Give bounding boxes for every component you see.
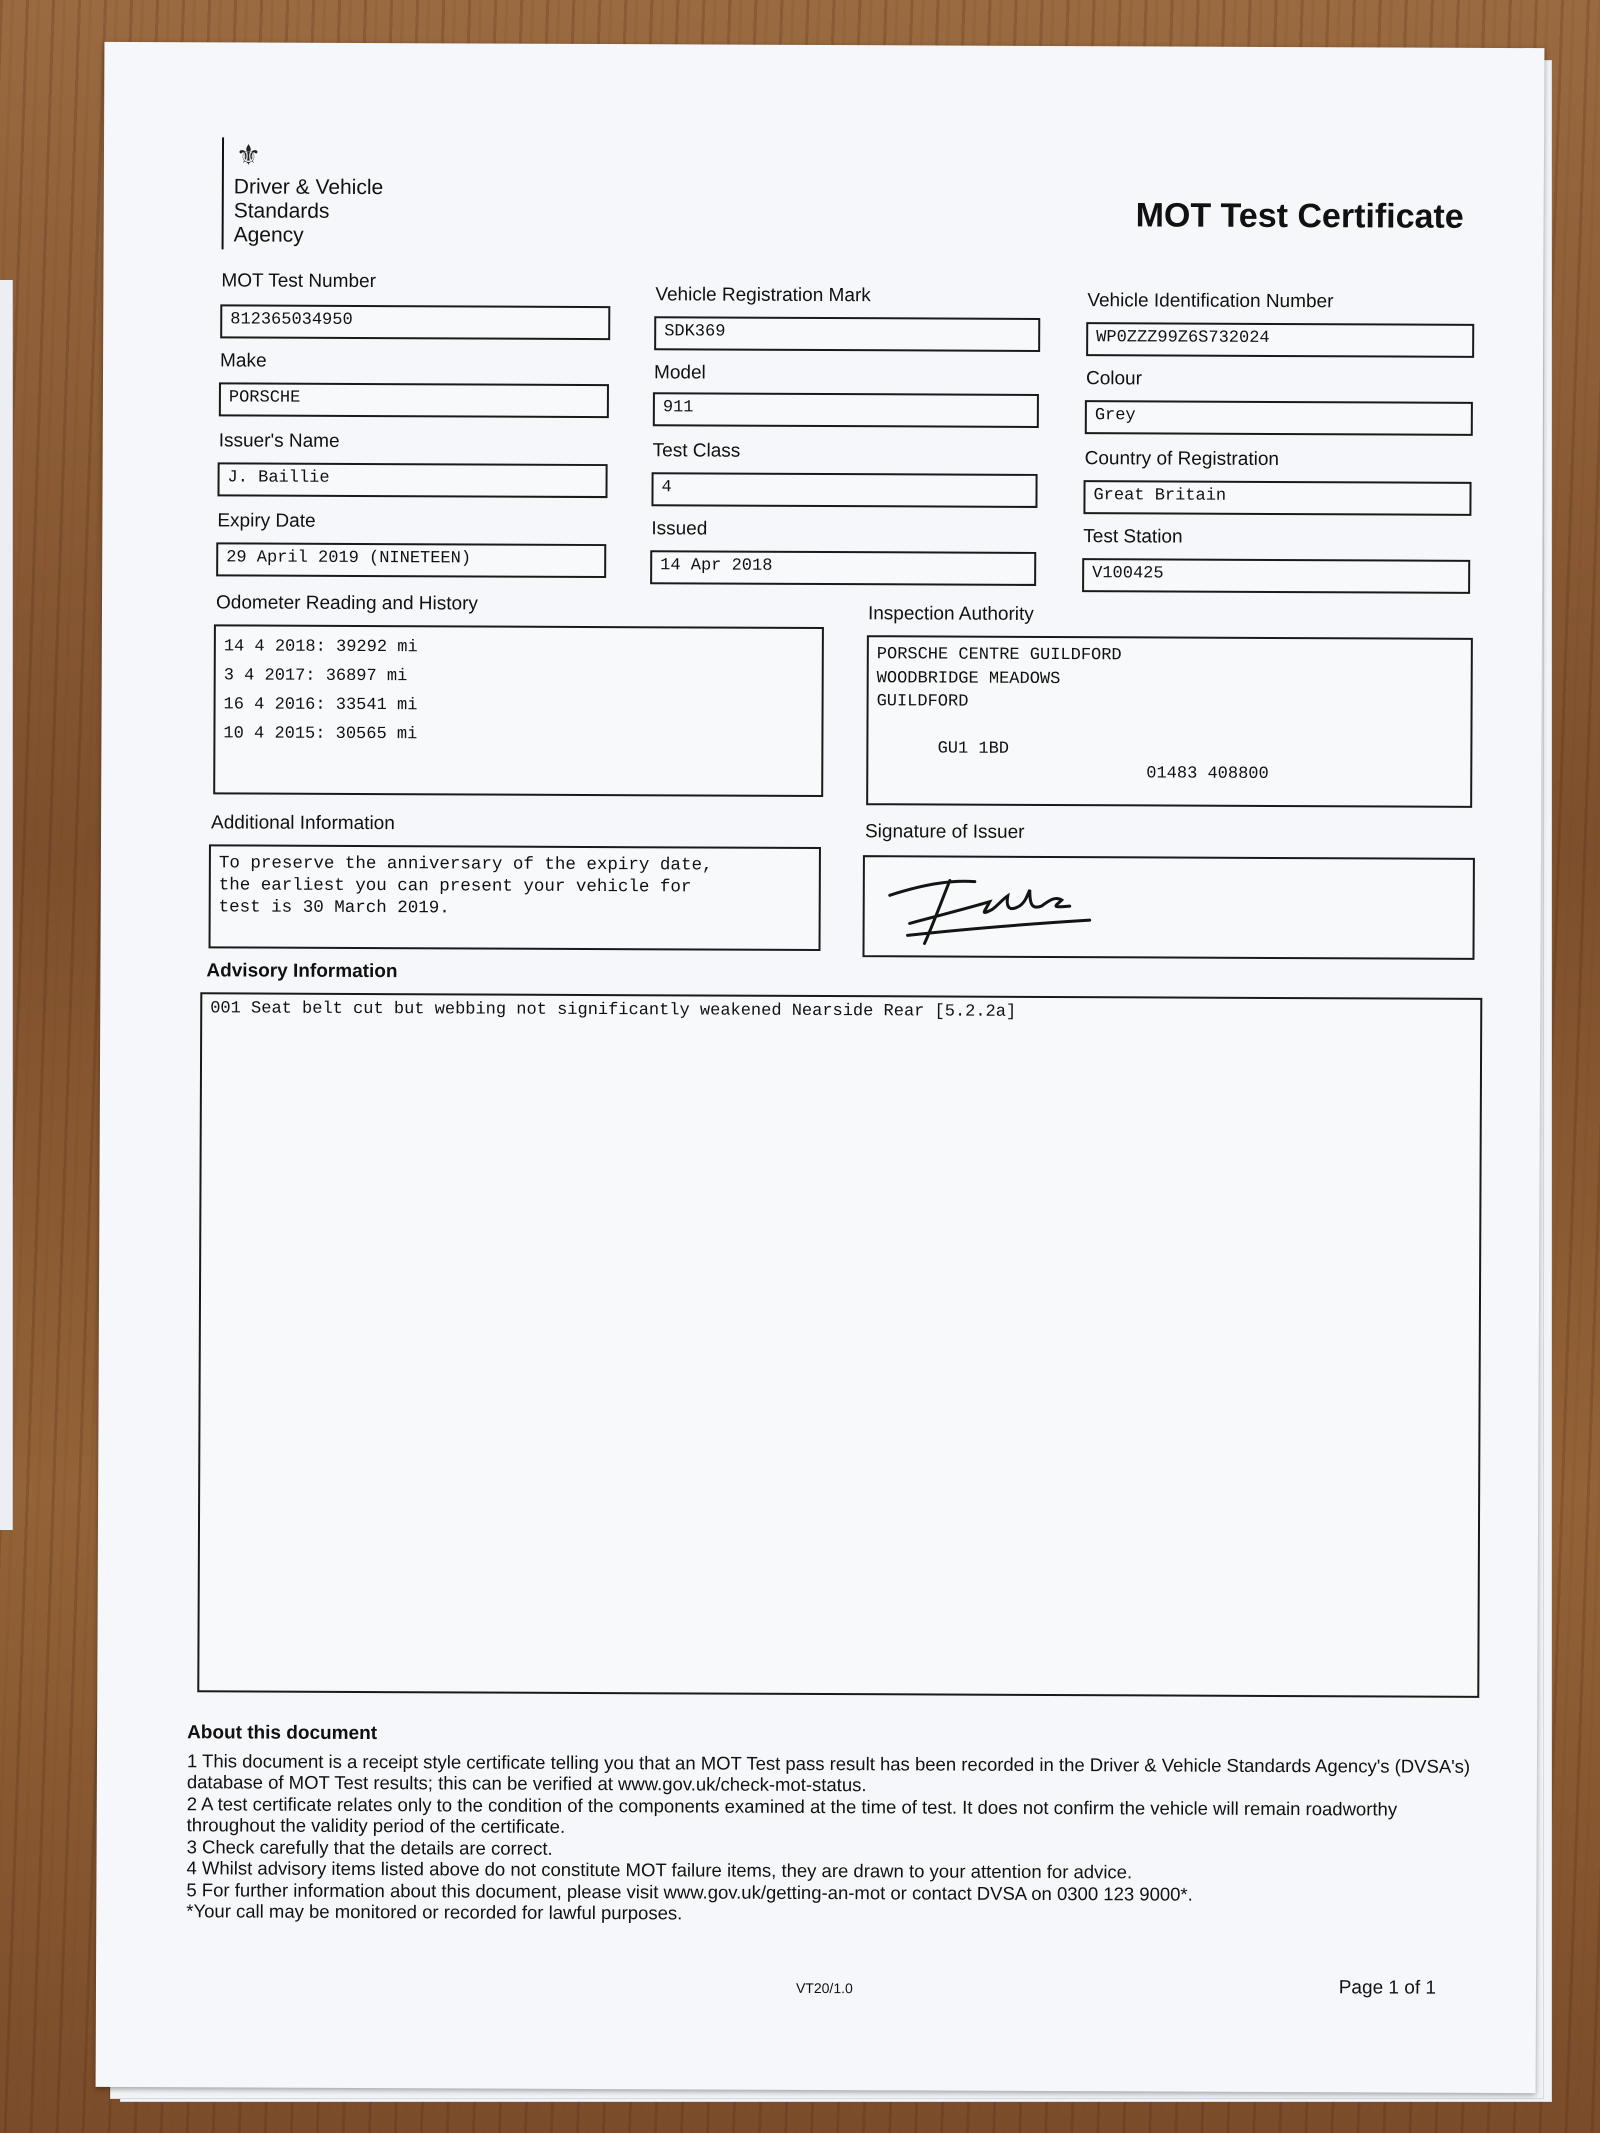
authority-line: PORSCHE CENTRE GUILDFORD (876, 645, 1122, 666)
issued-field: 14 Apr 2018 (650, 550, 1036, 586)
country-label: Country of Registration (1084, 448, 1280, 470)
inspection-authority-box (866, 635, 1473, 808)
issuer-name-label: Issuer's Name (218, 430, 340, 452)
about-item: 5 For further information about this document, please visit www.gov.uk/getting-an-mot or contact DVSA on 0300 123 9000*. (186, 1878, 1193, 1905)
additional-info-box (209, 844, 821, 951)
page-title: MOT Test Certificate (1135, 196, 1464, 236)
mot-test-number-field: 812365034950 (220, 304, 610, 340)
mot-test-number-label: MOT Test Number (221, 270, 376, 293)
additional-info-line: To preserve the anniversary of the expiry date, (218, 853, 713, 876)
odometer-history-box (213, 624, 824, 797)
vrm-label: Vehicle Registration Mark (655, 284, 871, 307)
odometer-line: 16 4 2016: 33541 mi (223, 695, 418, 716)
expiry-date-label: Expiry Date (217, 510, 316, 532)
signature-label: Signature of Issuer (864, 821, 1025, 843)
agency-name-line2: Standards (233, 199, 330, 223)
vin-field: WP0ZZZ99Z6S732024 (1086, 322, 1474, 358)
page-number: Page 1 of 1 (1338, 1977, 1437, 1999)
about-item: 1 This document is a receipt style certificate telling you that an MOT Test pass result has been recorded in the Driver & Vehicle Standards Agency's (DVSA's) database of MOT Test results; this can be verified at www.gov.uk/check-mot-status. (186, 1749, 1471, 1796)
odometer-line: 10 4 2015: 30565 mi (223, 724, 418, 745)
agency-name-line3: Agency (233, 223, 304, 247)
royal-crest-icon: ⚜ (235, 139, 262, 171)
about-item: 2 A test certificate relates only to the condition of the components examined at the time of test. It does not confirm the vehicle will remain roadworthy throughout the validity period of the certificate. (186, 1792, 1398, 1837)
inspection-authority-label: Inspection Authority (867, 603, 1034, 625)
vin-label: Vehicle Identification Number (1087, 290, 1334, 313)
model-label: Model (653, 362, 706, 384)
advisory-info-box (197, 992, 1482, 1698)
agency-name-line1: Driver & Vehicle (233, 175, 384, 200)
about-footnote: *Your call may be monitored or recorded for lawful purposes. (186, 1900, 683, 1924)
additional-info-label: Additional Information (211, 812, 395, 835)
expiry-date-field: 29 April 2019 (NINETEEN) (216, 542, 606, 578)
odometer-label: Odometer Reading and History (215, 592, 478, 615)
issuer-signature (880, 865, 1100, 946)
test-station-label: Test Station (1083, 526, 1183, 548)
country-field: Great Britain (1083, 480, 1471, 516)
issuer-name-field: J. Baillie (217, 462, 607, 498)
odometer-line: 14 4 2018: 39292 mi (223, 637, 418, 658)
odometer-line: 3 4 2017: 36897 mi (223, 666, 408, 687)
advisory-info-label: Advisory Information (206, 960, 398, 983)
issued-label: Issued (651, 518, 708, 540)
about-heading: About this document (187, 1722, 378, 1745)
advisory-item: 001 Seat belt cut but webbing not significantly weakened Nearside Rear [5.2.2a] (210, 999, 1017, 1022)
dvsa-logo (222, 137, 392, 247)
test-class-label: Test Class (652, 440, 741, 462)
signature-box (862, 855, 1474, 960)
colour-label: Colour (1085, 368, 1143, 390)
make-label: Make (220, 350, 267, 372)
form-code: VT20/1.0 (795, 1979, 853, 1997)
make-field: PORSCHE (219, 382, 609, 418)
about-document-section (186, 1722, 1487, 1927)
model-field: 911 (653, 392, 1039, 428)
certificate-page (96, 42, 1545, 2093)
underlying-sheet-left (0, 280, 13, 1530)
authority-line: GUILDFORD (876, 692, 969, 712)
test-station-field: V100425 (1082, 558, 1470, 594)
about-item: 3 Check carefully that the details are correct. (186, 1835, 553, 1859)
additional-info-line: the earliest you can present your vehicle for (218, 875, 692, 898)
authority-phone: 01483 408800 (1146, 763, 1269, 784)
additional-info-line: test is 30 March 2019. (218, 897, 450, 919)
about-item: 4 Whilst advisory items listed above do not constitute MOT failure items, they are drawn to your attention for advice. (186, 1857, 1133, 1883)
test-class-field: 4 (651, 472, 1037, 508)
vrm-field: SDK369 (654, 316, 1040, 352)
authority-line: GU1 1BD (937, 739, 1010, 759)
authority-line: WOODBRIDGE MEADOWS (876, 668, 1061, 689)
colour-field: Grey (1085, 400, 1473, 436)
